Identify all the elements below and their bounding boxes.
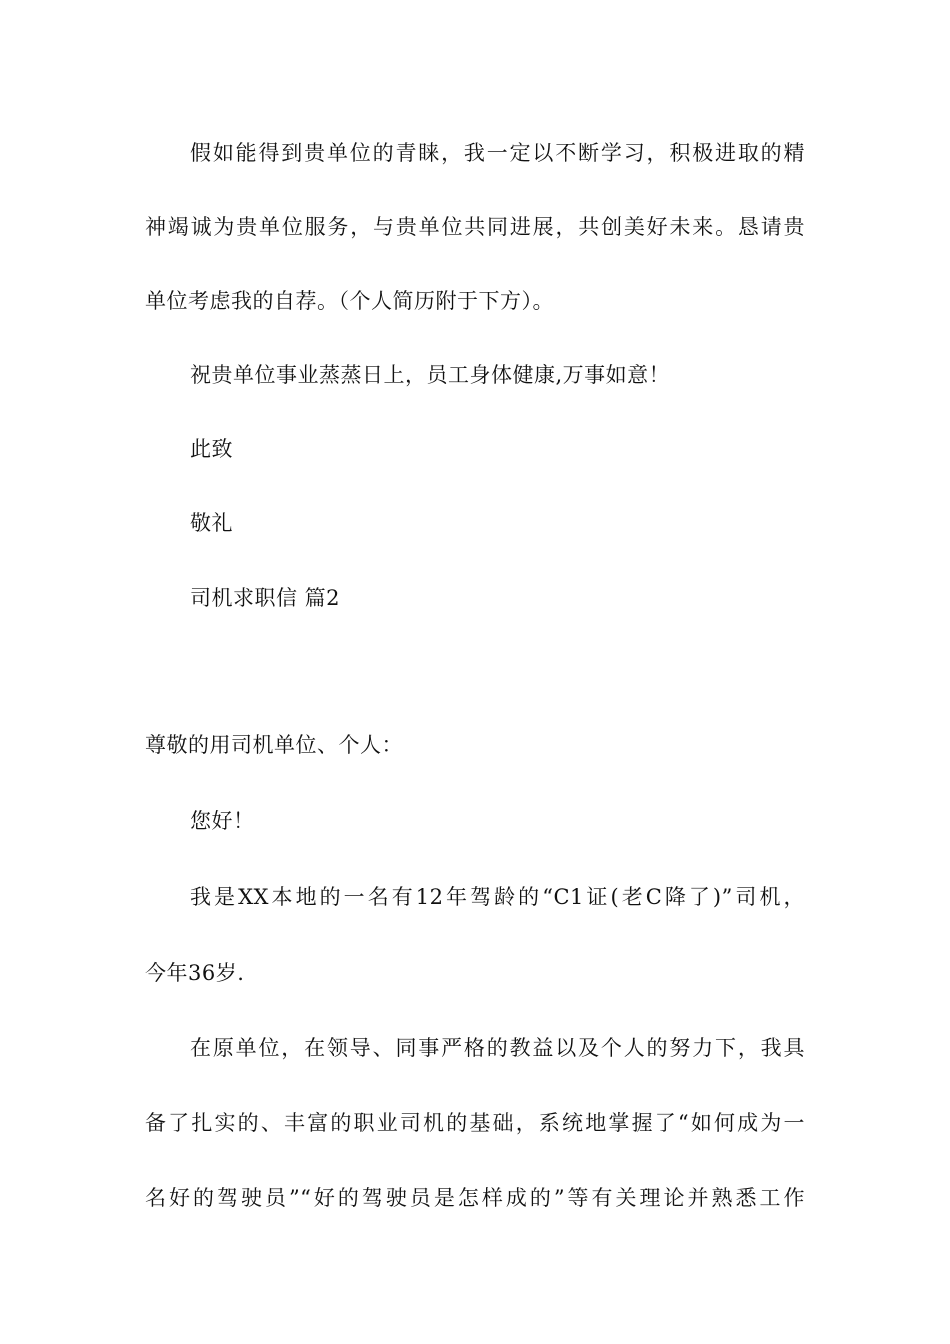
section-title: 司机求职信 篇2 [190, 586, 341, 610]
closing-line: 此致 [190, 437, 233, 461]
paragraph-line: 单位考虑我的自荐。（个人简历附于下方）。 [145, 289, 554, 313]
paragraph-line: 在原单位，在领导、同事严格的教益以及个人的努力下，我具 [190, 1036, 805, 1060]
closing-line: 敬礼 [190, 511, 233, 535]
paragraph-line: 祝贵单位事业蒸蒸日上，员工身体健康,万事如意！ [190, 363, 671, 387]
paragraph-line: 名好的驾驶员”“好的驾驶员是怎样成的”等有关理论并熟悉工作 [145, 1186, 805, 1210]
paragraph-line: 神竭诚为贵单位服务，与贵单位共同进展，共创美好未来。恳请贵 [145, 215, 805, 239]
paragraph-line: 今年36岁. [145, 961, 245, 985]
greeting-line: 您好！ [190, 809, 255, 833]
salutation-line: 尊敬的用司机单位、个人： [145, 733, 403, 757]
paragraph-line: 备了扎实的、丰富的职业司机的基础，系统地掌握了“如何成为一 [145, 1111, 805, 1135]
paragraph-line: 我是XX本地的一名有12年驾龄的“C1证(老C降了)”司机， [190, 885, 805, 909]
paragraph-line: 假如能得到贵单位的青睐，我一定以不断学习，积极进取的精 [190, 141, 805, 165]
